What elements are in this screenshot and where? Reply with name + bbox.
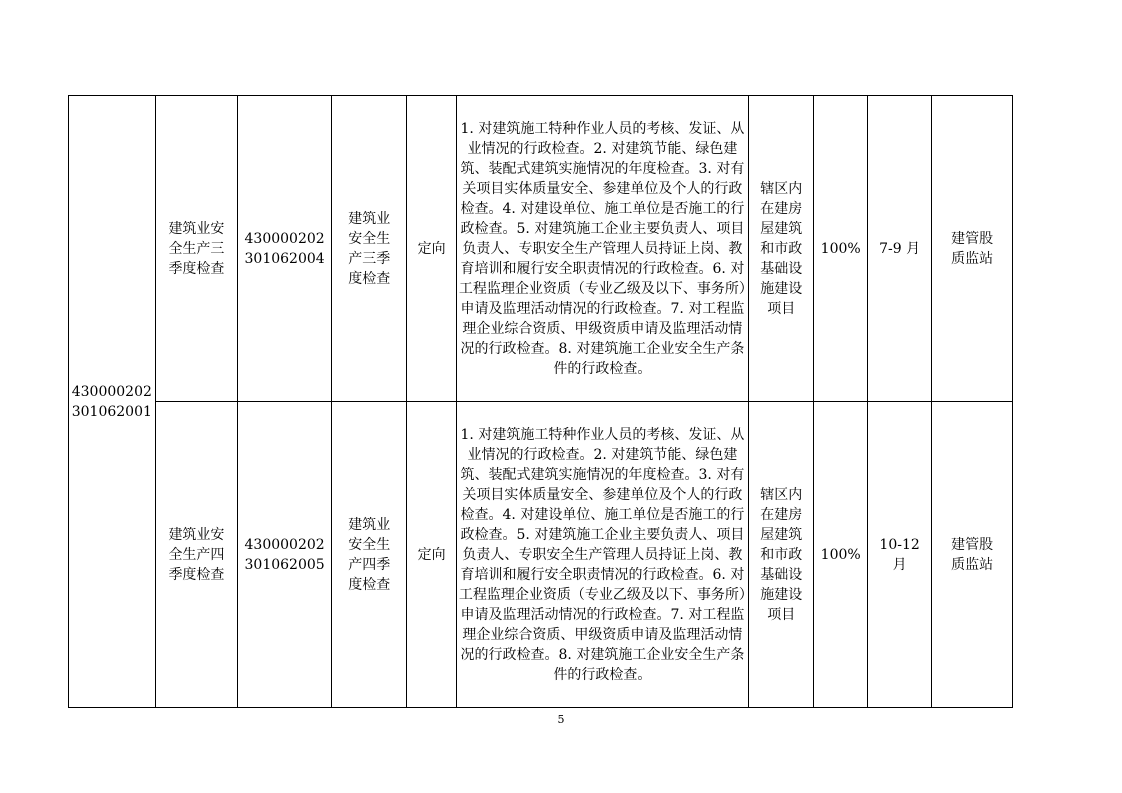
task-code-cell — [238, 402, 332, 708]
check-item-line: 度检查 — [348, 270, 391, 287]
check-item-line: 安全生 — [348, 230, 391, 247]
check-mode-cell: 定向 — [407, 96, 456, 402]
task-name-cell — [155, 96, 238, 402]
check-item-line: 建筑业 — [348, 516, 391, 533]
time-line: 月 — [892, 556, 907, 573]
scope-line: 项目 — [767, 606, 796, 623]
table-row — [69, 402, 1013, 708]
department-line: 质监站 — [951, 250, 994, 267]
scope-line: 屋建筑 — [760, 526, 803, 543]
page-number: 5 — [557, 713, 565, 726]
check-time-cell — [867, 402, 931, 708]
scope-line: 施建设 — [760, 586, 803, 603]
task-name-line: 全生产四 — [168, 546, 225, 563]
task-name-line: 季度检查 — [168, 566, 225, 583]
department-line: 质监站 — [951, 556, 994, 573]
check-item-line: 产三季 — [348, 250, 391, 267]
check-item-cell — [331, 402, 407, 708]
scope-line: 辖区内 — [760, 486, 803, 503]
task-name-cell — [155, 402, 238, 708]
department-line: 建管股 — [951, 230, 994, 247]
group-code-cell — [69, 96, 156, 708]
task-name-line: 季度检查 — [168, 260, 225, 277]
scope-line: 在建房 — [760, 506, 803, 523]
scope-line: 基础设 — [760, 260, 803, 277]
check-content-cell: 1. 对建筑施工特种作业人员的考核、发证、从业情况的行政检查。2. 对建筑节能、绿色建筑、装配式建筑实施情况的年度检查。3. 对有关项目实体质量安全、参建单位及个人的行政检查。4. 对建设单位、施工单位是否施工的行政检查。5. 对建筑施工企业主要负责人、项目负责人、专职安全生产管理人员持证上岗、教育培训和履行安全职责情况的行政检查。6. 对工程监理企业资质（专业乙级及以下、事务所）申请及监理活动情况的行政检查。7. 对工程监理企业综合资质、甲级资质申请及监理活动情况的行政检查。8. 对建筑施工企业安全生产条件的行政检查。 — [456, 402, 748, 708]
check-scope-cell — [749, 402, 814, 708]
check-item-cell — [331, 96, 407, 402]
group-code-line: 430000202 — [71, 383, 152, 400]
scope-line: 项目 — [767, 300, 796, 317]
department-cell — [932, 402, 1013, 708]
task-name-line: 建筑业安 — [168, 526, 225, 543]
check-time-cell — [867, 96, 931, 402]
task-name-line: 全生产三 — [168, 240, 225, 257]
check-content-cell: 1. 对建筑施工特种作业人员的考核、发证、从业情况的行政检查。2. 对建筑节能、绿色建筑、装配式建筑实施情况的年度检查。3. 对有关项目实体质量安全、参建单位及个人的行政检查。4. 对建设单位、施工单位是否施工的行政检查。5. 对建筑施工企业主要负责人、项目负责人、专职安全生产管理人员持证上岗、教育培训和履行安全职责情况的行政检查。6. 对工程监理企业资质（专业乙级及以下、事务所）申请及监理活动情况的行政检查。7. 对工程监理企业综合资质、甲级资质申请及监理活动情况的行政检查。8. 对建筑施工企业安全生产条件的行政检查。 — [456, 96, 748, 402]
department-cell — [932, 96, 1013, 402]
scope-line: 和市政 — [760, 546, 803, 563]
task-code-line: 301062005 — [244, 556, 325, 573]
scope-line: 和市政 — [760, 240, 803, 257]
check-scope-cell — [749, 96, 814, 402]
table-row — [69, 96, 1013, 402]
check-mode-cell: 定向 — [407, 402, 456, 708]
task-code-cell — [238, 96, 332, 402]
scope-line: 基础设 — [760, 566, 803, 583]
time-line: 10-12 — [879, 536, 920, 553]
task-code-line: 301062004 — [244, 250, 325, 267]
time-line: 7-9 月 — [879, 240, 921, 257]
check-item-line: 建筑业 — [348, 210, 391, 227]
scope-line: 屋建筑 — [760, 220, 803, 237]
task-name-line: 建筑业安 — [168, 220, 225, 237]
check-item-line: 度检查 — [348, 576, 391, 593]
group-code-line: 301062001 — [71, 403, 152, 420]
task-code-line: 430000202 — [244, 536, 325, 553]
inspection-plan-table — [68, 95, 1013, 708]
scope-line: 施建设 — [760, 280, 803, 297]
department-line: 建管股 — [951, 536, 994, 553]
check-ratio-cell: 100% — [814, 96, 867, 402]
task-code-line: 430000202 — [244, 230, 325, 247]
check-item-line: 安全生 — [348, 536, 391, 553]
scope-line: 在建房 — [760, 200, 803, 217]
scope-line: 辖区内 — [760, 180, 803, 197]
check-item-line: 产四季 — [348, 556, 391, 573]
check-ratio-cell: 100% — [814, 402, 867, 708]
